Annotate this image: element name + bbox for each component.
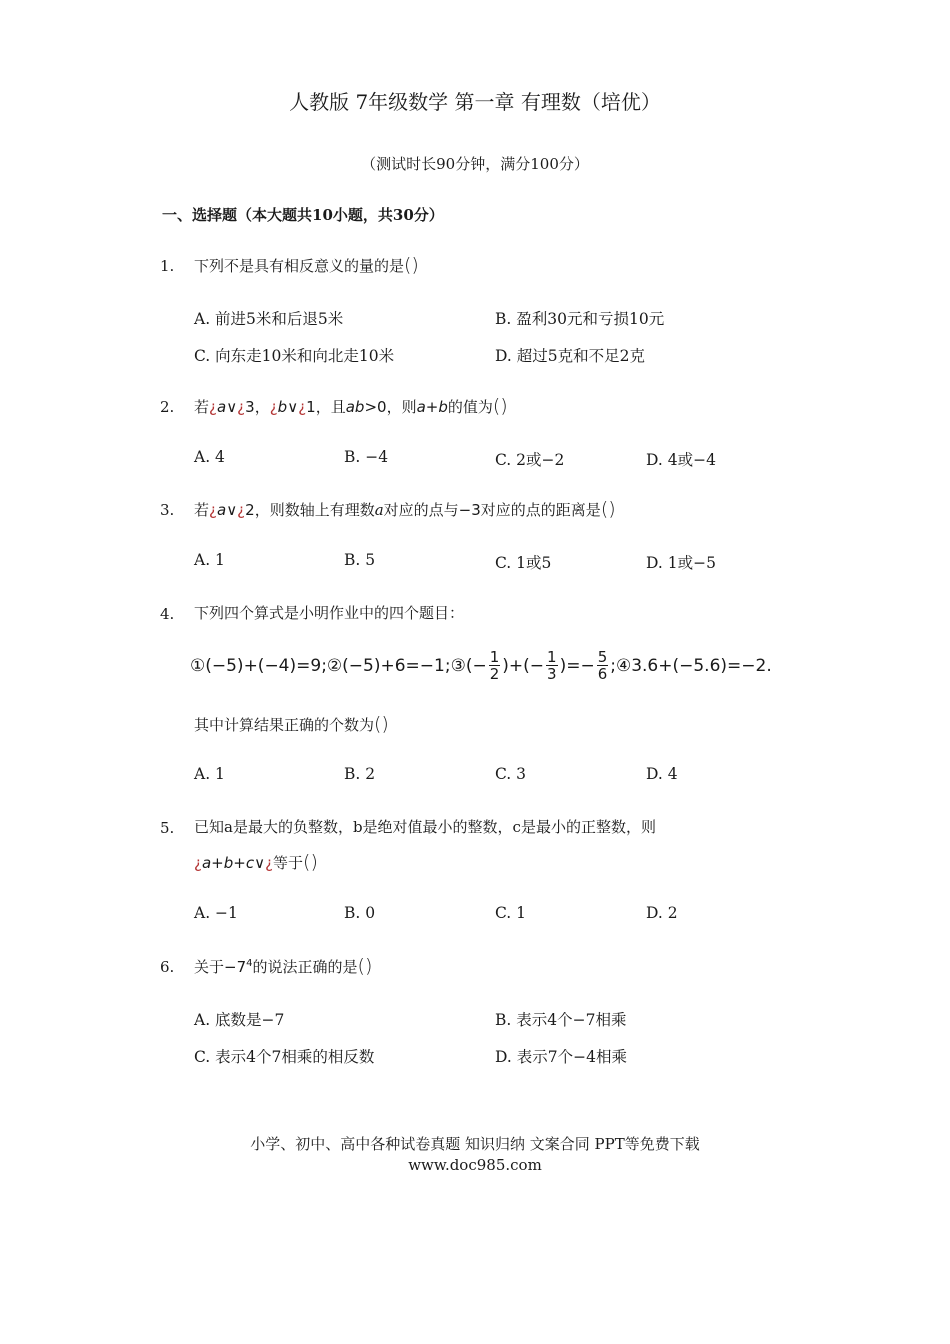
glyph: ¿: [194, 854, 202, 872]
question-text: 下列四个算式是小明作业中的四个题目：: [194, 604, 465, 622]
glyph: ¿: [209, 501, 217, 519]
text-fragment: 的值为: [447, 398, 493, 416]
text-fragment: 若: [194, 501, 210, 519]
number: −3: [458, 501, 481, 519]
test-info: （测试时长90分钟，满分100分）: [361, 155, 589, 173]
denominator: 3: [547, 665, 557, 683]
denominator: 6: [597, 665, 608, 683]
glyph: ∨: [254, 854, 266, 872]
var-b: b: [277, 398, 288, 416]
answer-blank: (): [357, 955, 373, 977]
option-a: A. 4: [194, 448, 225, 466]
question-text: [194, 254, 419, 276]
option-d: D. 超过5克和不足2克: [495, 347, 645, 365]
inequality: >0: [364, 398, 387, 416]
expr-a-plus-b-plus-c: a+b+c: [201, 854, 255, 872]
question-text-2: [194, 851, 318, 873]
text-fragment: ，则数轴上有理数: [254, 501, 375, 519]
math-fragment: ①(−5)+(−4)=9;②(−5)+6=−1;③(−: [190, 656, 487, 676]
option-a: A. 1: [194, 551, 225, 569]
option-b: B. 2: [344, 765, 376, 783]
expr-a-plus-b: a+b: [416, 398, 448, 416]
math-fragment: )+(−: [502, 656, 545, 676]
answer-blank: (): [374, 713, 389, 735]
math-expressions: [190, 650, 772, 682]
text-fragment: 的说法正确的是: [252, 958, 358, 976]
glyph: ∨: [287, 398, 299, 416]
var-a: a: [216, 398, 227, 416]
question-number: 2.: [160, 398, 175, 416]
text-fragment: ，则: [386, 398, 417, 416]
question-text: 已知a是最大的负整数，b是绝对值最小的整数，c是最小的正整数，则: [194, 818, 656, 836]
section-heading: 一、选择题（本大题共10小题，共30分）: [162, 206, 444, 224]
glyph: ¿: [265, 854, 274, 872]
text-fragment: ，且: [315, 398, 346, 416]
footer-url[interactable]: www.doc985.com: [408, 1156, 542, 1174]
option-d: D. 2: [646, 904, 678, 922]
glyph: ¿: [298, 398, 307, 416]
text-fragment: 关于: [194, 958, 225, 976]
answer-blank: (): [303, 851, 318, 873]
text-fragment: 等于: [273, 854, 304, 872]
text-fragment: 对应的点的距离是: [480, 501, 601, 519]
glyph: ∨: [226, 501, 238, 519]
question-text: [194, 395, 508, 417]
numerator: 1: [547, 648, 557, 666]
question-number: 3.: [160, 501, 175, 519]
option-b: B. 5: [344, 551, 376, 569]
denominator: 2: [489, 665, 500, 683]
option-d: D. 4: [646, 765, 678, 783]
answer-blank: (): [404, 254, 419, 276]
option-a: A. 底数是−7: [194, 1011, 285, 1029]
footer-promo: 小学、初中、高中各种试卷真题 知识归纳 文案合同 PPT等免费下载: [250, 1135, 700, 1153]
option-b: B. 0: [344, 904, 376, 922]
answer-blank: (): [600, 498, 616, 520]
glyph: ¿: [209, 398, 217, 416]
question-number: 1.: [160, 257, 175, 275]
text-fragment: 对应的点与: [383, 501, 459, 519]
math-fragment: ;④3.6+(−5.6)=−2.: [610, 656, 772, 676]
question-text: [194, 498, 616, 520]
option-c: C. 向东走10米和向北走10米: [194, 347, 395, 365]
fraction-half: [489, 650, 501, 682]
option-d: D. 1或−5: [646, 554, 716, 572]
option-a: A. 1: [194, 765, 225, 783]
glyph: ¿: [237, 398, 246, 416]
glyph: ∨: [226, 398, 238, 416]
question-number: 5.: [160, 819, 175, 837]
question-text-2: [194, 713, 389, 735]
question-text: [194, 955, 372, 977]
question-stem: 下列不是具有相反意义的量的是: [194, 257, 405, 275]
option-b: B. 表示4个−7相乘: [495, 1011, 627, 1029]
power-base: −7: [224, 958, 247, 976]
option-b: B. 盈利30元和亏损10元: [495, 310, 665, 328]
page-title: 人教版 7年级数学 第一章 有理数（培优）: [289, 90, 661, 114]
var-ab: ab: [345, 398, 365, 416]
number: 1: [306, 398, 316, 416]
question-number: 4.: [160, 605, 175, 623]
option-d: D. 4或−4: [646, 451, 716, 469]
numerator: 1: [489, 648, 500, 666]
option-a: A. 前进5米和后退5米: [194, 310, 344, 328]
numerator: 5: [597, 648, 608, 666]
number: 2: [245, 501, 255, 519]
fraction-five-sixths: [597, 650, 609, 682]
option-c: C. 2或−2: [495, 451, 565, 469]
fraction-third: [546, 650, 558, 682]
option-c: C. 1或5: [495, 554, 552, 572]
answer-blank: (): [492, 395, 508, 417]
option-a: A. −1: [194, 904, 238, 922]
question-number: 6.: [160, 958, 175, 976]
glyph: ¿: [269, 398, 278, 416]
glyph: ¿: [237, 501, 246, 519]
var-a: a: [374, 501, 384, 519]
number: 3: [245, 398, 255, 416]
math-fragment: )=−: [559, 656, 595, 676]
text-fragment: 若: [194, 398, 210, 416]
option-b: B. −4: [344, 448, 389, 466]
power-exponent: 4: [246, 958, 253, 969]
option-d: D. 表示7个−4相乘: [495, 1048, 627, 1066]
text-fragment: ，: [254, 398, 270, 416]
question-stem: 其中计算结果正确的个数为: [194, 716, 375, 734]
option-c: C. 表示4个7相乘的相反数: [194, 1048, 375, 1066]
option-c: C. 1: [495, 904, 527, 922]
option-c: C. 3: [495, 765, 527, 783]
var-a: a: [216, 501, 227, 519]
